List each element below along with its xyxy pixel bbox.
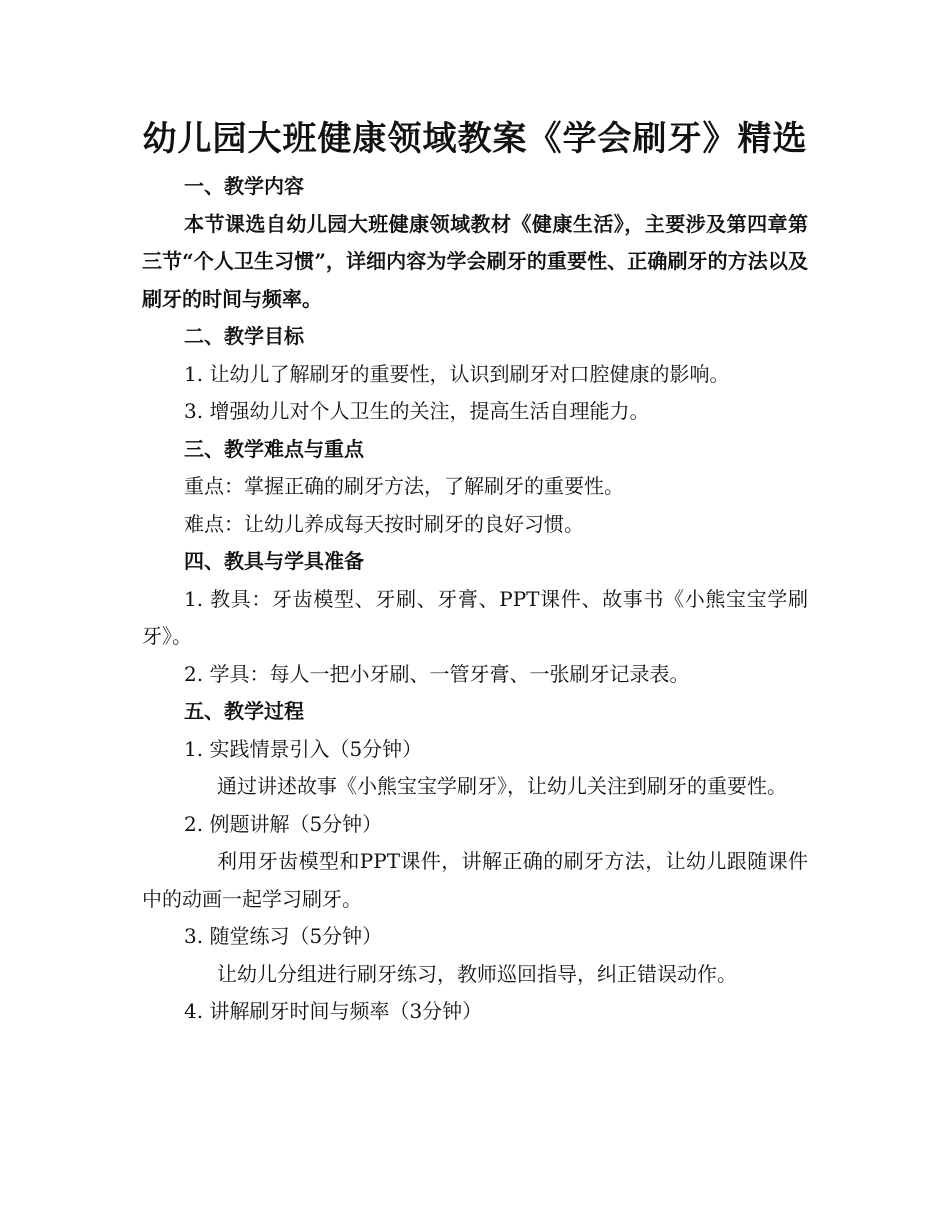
materials-item-1: 1. 教具：牙齿模型、牙刷、牙膏、PPT课件、故事书《小熊宝宝学刷牙》。	[142, 586, 808, 648]
section-heading-process: 五、教学过程	[184, 699, 304, 723]
section-heading-materials: 四、教具与学具准备	[184, 549, 364, 573]
process-step-1-text: 通过讲述故事《小熊宝宝学刷牙》，让幼儿关注到刷牙的重要性。	[217, 774, 787, 798]
section-content-paragraph: 本节课选自幼儿园大班健康领域教材《健康生活》，主要涉及第四章第三节“个人卫生习惯”，详细内容为学会刷牙的重要性、正确刷牙的方法以及刷牙的时间与频率。	[142, 211, 808, 311]
process-step-2: 2. 例题讲解（5分钟）	[184, 811, 383, 836]
key-point: 重点：掌握正确的刷牙方法，了解刷牙的重要性。	[184, 474, 624, 498]
section-heading-key-points: 三、教学难点与重点	[184, 436, 364, 461]
process-step-1: 1. 实践情景引入（5分钟）	[184, 736, 423, 761]
goal-item-3: 3. 增强幼儿对个人卫生的关注，提高生活自理能力。	[184, 399, 650, 423]
process-step-3-text: 让幼儿分组进行刷牙练习，教师巡回指导，纠正错误动作。	[217, 961, 737, 986]
goal-item-1: 1. 让幼儿了解刷牙的重要性，认识到刷牙对口腔健康的影响。	[184, 361, 730, 386]
process-step-2-text: 利用牙齿模型和PPT课件，讲解正确的刷牙方法，让幼儿跟随课件中的动画一起学习刷牙。	[142, 849, 808, 911]
materials-item-2: 2. 学具：每人一把小牙刷、一管牙膏、一张刷牙记录表。	[184, 661, 690, 686]
difficult-point: 难点：让幼儿养成每天按时刷牙的良好习惯。	[184, 511, 584, 536]
section-heading-content: 一、教学内容	[184, 174, 304, 198]
section-heading-goals: 二、教学目标	[184, 324, 304, 348]
document-title: 幼儿园大班健康领域教案《学会刷牙》精选	[142, 119, 808, 159]
process-step-3: 3. 随堂练习（5分钟）	[184, 924, 383, 948]
process-step-4: 4. 讲解刷牙时间与频率（3分钟）	[184, 999, 483, 1023]
